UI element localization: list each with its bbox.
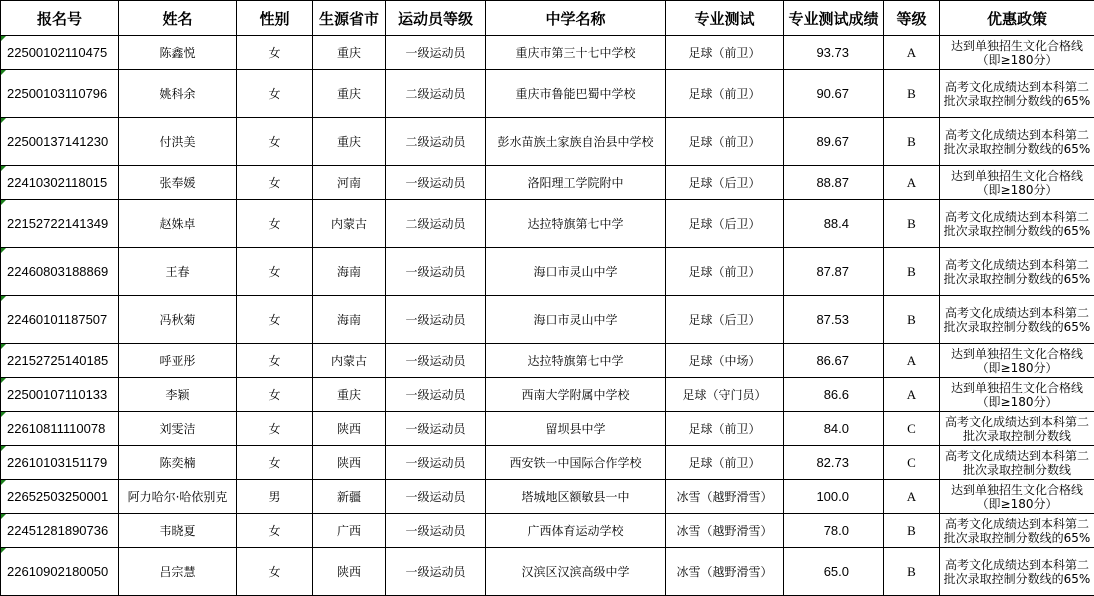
policy-line: 高考文化成绩达到本科第二 <box>940 306 1094 320</box>
cell-grade: A <box>884 344 940 378</box>
cell-level: 二级运动员 <box>386 70 486 118</box>
cell-test: 足球（前卫） <box>666 412 784 446</box>
policy-line: 批次录取控制分数线的65% <box>940 224 1094 238</box>
cell-school: 西南大学附属中学校 <box>486 378 666 412</box>
header-test: 专业测试 <box>666 1 784 36</box>
cell-school: 西安铁一中国际合作学校 <box>486 446 666 480</box>
cell-school: 重庆市鲁能巴蜀中学校 <box>486 70 666 118</box>
cell-level: 一级运动员 <box>386 36 486 70</box>
cell-test: 足球（中场） <box>666 344 784 378</box>
cell-test: 足球（守门员） <box>666 378 784 412</box>
cell-grade: A <box>884 36 940 70</box>
cell-province: 陕西 <box>313 548 386 596</box>
cell-policy <box>940 200 1094 248</box>
cell-name: 陈鑫悦 <box>119 36 237 70</box>
cell-id: 22460101187507 <box>1 296 119 344</box>
cell-name: 刘雯洁 <box>119 412 237 446</box>
cell-id: 22610902180050 <box>1 548 119 596</box>
cell-policy <box>940 412 1094 446</box>
header-gender: 性别 <box>237 1 313 36</box>
header-school: 中学名称 <box>486 1 666 36</box>
cell-test: 足球（前卫） <box>666 118 784 166</box>
cell-score: 88.87 <box>784 166 884 200</box>
cell-level: 一级运动员 <box>386 378 486 412</box>
cell-name: 陈奕楠 <box>119 446 237 480</box>
policy-line: 批次录取控制分数线的65% <box>940 272 1094 286</box>
header-athlete-level: 运动员等级 <box>386 1 486 36</box>
header-grade: 等级 <box>884 1 940 36</box>
cell-province: 重庆 <box>313 70 386 118</box>
cell-school: 彭水苗族土家族自治县中学校 <box>486 118 666 166</box>
cell-policy <box>940 446 1094 480</box>
policy-line: 高考文化成绩达到本科第二 <box>940 415 1094 429</box>
cell-test: 足球（后卫） <box>666 200 784 248</box>
header-name: 姓名 <box>119 1 237 36</box>
cell-name: 阿力哈尔·哈依别克 <box>119 480 237 514</box>
cell-level: 一级运动员 <box>386 296 486 344</box>
cell-score: 78.0 <box>784 514 884 548</box>
policy-line: 达到单独招生文化合格线 <box>940 169 1094 183</box>
cell-level: 一级运动员 <box>386 166 486 200</box>
cell-level: 一级运动员 <box>386 514 486 548</box>
policy-line: 达到单独招生文化合格线 <box>940 39 1094 53</box>
policy-line: 批次录取控制分数线的65% <box>940 572 1094 586</box>
cell-policy <box>940 166 1094 200</box>
table-row <box>1 412 1094 446</box>
table-row <box>1 446 1094 480</box>
cell-level: 一级运动员 <box>386 480 486 514</box>
cell-name: 韦晓夏 <box>119 514 237 548</box>
cell-policy <box>940 548 1094 596</box>
cell-id: 22500137141230 <box>1 118 119 166</box>
cell-name: 李颖 <box>119 378 237 412</box>
table-row <box>1 548 1094 596</box>
cell-grade: B <box>884 548 940 596</box>
cell-test: 足球（前卫） <box>666 70 784 118</box>
cell-id: 22652503250001 <box>1 480 119 514</box>
table-row <box>1 118 1094 166</box>
cell-school: 留坝县中学 <box>486 412 666 446</box>
cell-test: 冰雪（越野滑雪） <box>666 514 784 548</box>
cell-gender: 女 <box>237 412 313 446</box>
cell-score: 82.73 <box>784 446 884 480</box>
table-row <box>1 296 1094 344</box>
table-row <box>1 344 1094 378</box>
cell-level: 一级运动员 <box>386 344 486 378</box>
cell-id: 22500107110133 <box>1 378 119 412</box>
policy-line: 高考文化成绩达到本科第二 <box>940 128 1094 142</box>
cell-grade: C <box>884 446 940 480</box>
cell-test: 冰雪（越野滑雪） <box>666 548 784 596</box>
cell-policy <box>940 480 1094 514</box>
cell-score: 87.53 <box>784 296 884 344</box>
policy-line: （即≥180分） <box>940 395 1094 409</box>
cell-grade: C <box>884 412 940 446</box>
cell-name: 姚科余 <box>119 70 237 118</box>
cell-grade: B <box>884 296 940 344</box>
cell-grade: B <box>884 514 940 548</box>
policy-line: 高考文化成绩达到本科第二 <box>940 210 1094 224</box>
cell-province: 广西 <box>313 514 386 548</box>
header-row <box>1 1 1094 36</box>
cell-level: 二级运动员 <box>386 200 486 248</box>
cell-province: 河南 <box>313 166 386 200</box>
policy-line: 高考文化成绩达到本科第二 <box>940 80 1094 94</box>
cell-gender: 女 <box>237 446 313 480</box>
cell-test: 冰雪（越野滑雪） <box>666 480 784 514</box>
cell-grade: B <box>884 118 940 166</box>
cell-school: 塔城地区额敏县一中 <box>486 480 666 514</box>
table-row <box>1 200 1094 248</box>
cell-school: 重庆市第三十七中学校 <box>486 36 666 70</box>
policy-line: 批次录取控制分数线的65% <box>940 320 1094 334</box>
cell-name: 赵姝卓 <box>119 200 237 248</box>
policy-line: 达到单独招生文化合格线 <box>940 381 1094 395</box>
cell-score: 100.0 <box>784 480 884 514</box>
cell-score: 93.73 <box>784 36 884 70</box>
cell-gender: 女 <box>237 166 313 200</box>
cell-province: 内蒙古 <box>313 200 386 248</box>
cell-id: 22610811110078 <box>1 412 119 446</box>
cell-test: 足球（后卫） <box>666 296 784 344</box>
cell-gender: 女 <box>237 514 313 548</box>
table-row <box>1 480 1094 514</box>
policy-line: 达到单独招生文化合格线 <box>940 483 1094 497</box>
cell-gender: 女 <box>237 248 313 296</box>
cell-province: 重庆 <box>313 36 386 70</box>
cell-policy <box>940 118 1094 166</box>
cell-province: 新疆 <box>313 480 386 514</box>
cell-policy <box>940 248 1094 296</box>
cell-policy <box>940 36 1094 70</box>
cell-grade: A <box>884 166 940 200</box>
cell-score: 65.0 <box>784 548 884 596</box>
policy-line: 批次录取控制分数线 <box>940 463 1094 477</box>
cell-policy <box>940 70 1094 118</box>
cell-test: 足球（后卫） <box>666 166 784 200</box>
cell-province: 陕西 <box>313 412 386 446</box>
cell-name: 付洪美 <box>119 118 237 166</box>
cell-gender: 女 <box>237 118 313 166</box>
policy-line: 批次录取控制分数线的65% <box>940 142 1094 156</box>
cell-gender: 男 <box>237 480 313 514</box>
cell-gender: 女 <box>237 200 313 248</box>
cell-test: 足球（前卫） <box>666 36 784 70</box>
cell-id: 22451281890736 <box>1 514 119 548</box>
cell-id: 22500103110796 <box>1 70 119 118</box>
header-policy: 优惠政策 <box>940 1 1094 36</box>
policy-line: （即≥180分） <box>940 497 1094 511</box>
cell-test: 足球（前卫） <box>666 446 784 480</box>
cell-policy <box>940 296 1094 344</box>
policy-line: 达到单独招生文化合格线 <box>940 347 1094 361</box>
policy-line: （即≥180分） <box>940 53 1094 67</box>
header-province: 生源省市 <box>313 1 386 36</box>
cell-policy <box>940 514 1094 548</box>
cell-level: 一级运动员 <box>386 248 486 296</box>
cell-level: 一级运动员 <box>386 446 486 480</box>
cell-school: 海口市灵山中学 <box>486 248 666 296</box>
header-score: 专业测试成绩 <box>784 1 884 36</box>
cell-grade: B <box>884 248 940 296</box>
table-row <box>1 166 1094 200</box>
cell-grade: B <box>884 70 940 118</box>
table-row <box>1 248 1094 296</box>
cell-policy <box>940 344 1094 378</box>
cell-level: 一级运动员 <box>386 548 486 596</box>
cell-name: 冯秋菊 <box>119 296 237 344</box>
cell-gender: 女 <box>237 378 313 412</box>
cell-name: 王春 <box>119 248 237 296</box>
cell-school: 洛阳理工学院附中 <box>486 166 666 200</box>
cell-grade: A <box>884 480 940 514</box>
cell-school: 海口市灵山中学 <box>486 296 666 344</box>
table-row <box>1 378 1094 412</box>
policy-line: （即≥180分） <box>940 183 1094 197</box>
cell-school: 达拉特旗第七中学 <box>486 200 666 248</box>
cell-grade: A <box>884 378 940 412</box>
policy-line: 高考文化成绩达到本科第二 <box>940 517 1094 531</box>
cell-test: 足球（前卫） <box>666 248 784 296</box>
cell-gender: 女 <box>237 548 313 596</box>
cell-policy <box>940 378 1094 412</box>
cell-province: 内蒙古 <box>313 344 386 378</box>
cell-level: 二级运动员 <box>386 118 486 166</box>
cell-name: 呼亚彤 <box>119 344 237 378</box>
cell-score: 86.6 <box>784 378 884 412</box>
cell-score: 88.4 <box>784 200 884 248</box>
policy-line: （即≥180分） <box>940 361 1094 375</box>
table-row <box>1 70 1094 118</box>
cell-id: 22460803188869 <box>1 248 119 296</box>
cell-province: 陕西 <box>313 446 386 480</box>
cell-id: 22152722141349 <box>1 200 119 248</box>
cell-id: 22500102110475 <box>1 36 119 70</box>
cell-province: 重庆 <box>313 378 386 412</box>
cell-gender: 女 <box>237 296 313 344</box>
cell-score: 86.67 <box>784 344 884 378</box>
policy-line: 批次录取控制分数线 <box>940 429 1094 443</box>
cell-province: 重庆 <box>313 118 386 166</box>
table-row <box>1 514 1094 548</box>
cell-school: 汉滨区汉滨高级中学 <box>486 548 666 596</box>
policy-line: 高考文化成绩达到本科第二 <box>940 258 1094 272</box>
cell-gender: 女 <box>237 70 313 118</box>
cell-id: 22152725140185 <box>1 344 119 378</box>
cell-id: 22610103151179 <box>1 446 119 480</box>
cell-score: 87.87 <box>784 248 884 296</box>
policy-line: 高考文化成绩达到本科第二 <box>940 558 1094 572</box>
cell-id: 22410302118015 <box>1 166 119 200</box>
cell-province: 海南 <box>313 296 386 344</box>
cell-name: 张奉媛 <box>119 166 237 200</box>
cell-level: 一级运动员 <box>386 412 486 446</box>
policy-line: 批次录取控制分数线的65% <box>940 531 1094 545</box>
cell-school: 达拉特旗第七中学 <box>486 344 666 378</box>
cell-grade: B <box>884 200 940 248</box>
policy-line: 高考文化成绩达到本科第二 <box>940 449 1094 463</box>
cell-school: 广西体育运动学校 <box>486 514 666 548</box>
cell-gender: 女 <box>237 36 313 70</box>
table-row <box>1 36 1094 70</box>
policy-line: 批次录取控制分数线的65% <box>940 94 1094 108</box>
header-id: 报名号 <box>1 1 119 36</box>
cell-score: 89.67 <box>784 118 884 166</box>
cell-gender: 女 <box>237 344 313 378</box>
cell-score: 84.0 <box>784 412 884 446</box>
cell-province: 海南 <box>313 248 386 296</box>
cell-score: 90.67 <box>784 70 884 118</box>
cell-name: 吕宗慧 <box>119 548 237 596</box>
